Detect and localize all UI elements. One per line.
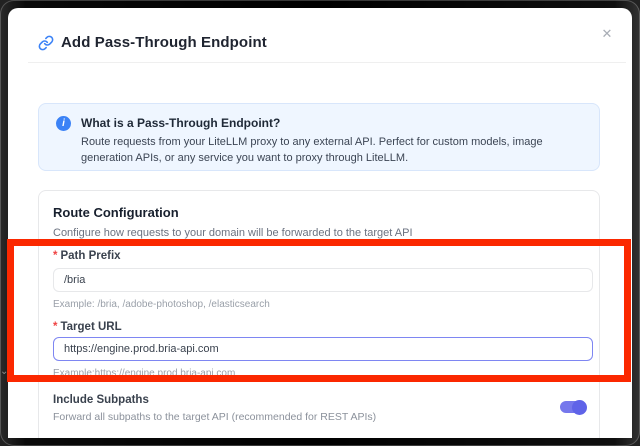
toggle-knob (572, 400, 587, 415)
path-prefix-label-text: Path Prefix (60, 250, 121, 262)
required-asterisk: * (53, 321, 58, 333)
route-configuration-card (38, 190, 600, 438)
path-prefix-example: Example: /bria, /adobe-photoshop, /elasticsearch (53, 299, 270, 310)
info-callout (38, 103, 600, 171)
modal-header (38, 34, 267, 51)
route-configuration-heading: Route Configuration (53, 205, 179, 220)
chevron-down-icon: ⌄ (0, 366, 9, 377)
target-url-input[interactable] (53, 337, 593, 361)
info-callout-body: Route requests from your LiteLLM proxy to any external API. Perfect for custom models, image generation APIs, or any service you want to proxy through LiteLLM. (81, 136, 543, 164)
include-subpaths-toggle[interactable] (560, 401, 585, 413)
target-url-example: Example:https://engine.prod.bria-api.com (53, 368, 236, 379)
close-icon[interactable]: ✕ (598, 25, 616, 43)
include-subpaths-description: Forward all subpaths to the target API (recommended for REST APIs) (53, 411, 377, 423)
path-prefix-input[interactable] (53, 268, 593, 292)
modal-title: Add Pass-Through Endpoint (61, 34, 267, 51)
info-icon: i (56, 116, 71, 131)
add-passthrough-endpoint-modal (8, 8, 632, 438)
info-callout-heading: What is a Pass-Through Endpoint? (81, 116, 281, 130)
header-divider (28, 62, 626, 63)
required-asterisk: * (53, 250, 58, 262)
link-icon (38, 35, 54, 51)
target-url-label (53, 321, 122, 333)
include-subpaths-label: Include Subpaths (53, 394, 149, 406)
path-prefix-label (53, 250, 121, 262)
target-url-label-text: Target URL (60, 321, 122, 333)
route-configuration-subtitle: Configure how requests to your domain will be forwarded to the target API (53, 227, 413, 239)
